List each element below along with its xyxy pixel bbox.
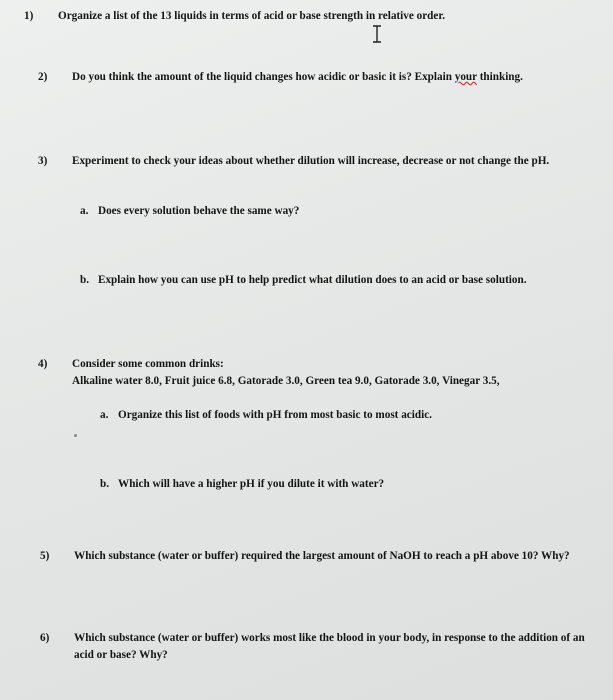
question-3a: [80, 203, 560, 220]
question-1-number: 1): [24, 10, 34, 22]
question-4a-letter: a.: [100, 409, 109, 421]
question-3a-letter: a.: [80, 205, 89, 217]
question-4-number: 4): [38, 358, 48, 370]
question-6-text: Which substance (water or buffer) works most like the blood in your body, in response to the addition of an acid or base? Why?: [74, 632, 585, 661]
question-3b-letter: b.: [80, 274, 90, 286]
question-3a-text: Does every solution behave the same way?: [98, 205, 300, 217]
question-5: [40, 548, 585, 565]
question-6-number: 6): [40, 632, 50, 644]
spellcheck-word: your: [454, 71, 477, 83]
question-4a: [100, 407, 560, 424]
question-4b-text: Which will have a higher pH if you dilute it with water?: [118, 478, 385, 490]
question-4: [38, 356, 583, 389]
question-4b-letter: b.: [100, 478, 110, 490]
question-3: [38, 153, 583, 170]
question-3-number: 3): [38, 155, 48, 167]
question-6: [40, 630, 585, 663]
question-3b-text: Explain how you can use pH to help predict what dilution does to an acid or base solution.: [98, 274, 527, 286]
question-3b: [80, 272, 560, 289]
question-2-number: 2): [38, 71, 48, 83]
question-4b: [100, 476, 560, 493]
stray-dot-mark: [74, 434, 77, 437]
question-2: [38, 69, 583, 86]
question-3-text: Experiment to check your ideas about whether dilution will increase, decrease or not change the pH.: [72, 155, 550, 167]
question-2-text: Do you think the amount of the liquid changes how acidic or basic it is? Explain your thinking.: [72, 71, 523, 83]
question-4-drinks-list: Alkaline water 8.0, Fruit juice 6.8, Gatorade 3.0, Green tea 9.0, Gatorade 3.0, Vinegar 3.5,: [72, 374, 500, 387]
question-4a-text: Organize this list of foods with pH from most basic to most acidic.: [118, 409, 432, 421]
question-4-text: Consider some common drinks:: [72, 358, 224, 370]
question-5-text: Which substance (water or buffer) required the largest amount of NaOH to reach a pH above 10? Why?: [74, 550, 570, 562]
question-1-text: Organize a list of the 13 liquids in terms of acid or base strength in relative order.: [58, 10, 446, 22]
question-5-number: 5): [40, 550, 50, 562]
question-1: [24, 8, 584, 25]
text-cursor-icon: [371, 25, 383, 43]
